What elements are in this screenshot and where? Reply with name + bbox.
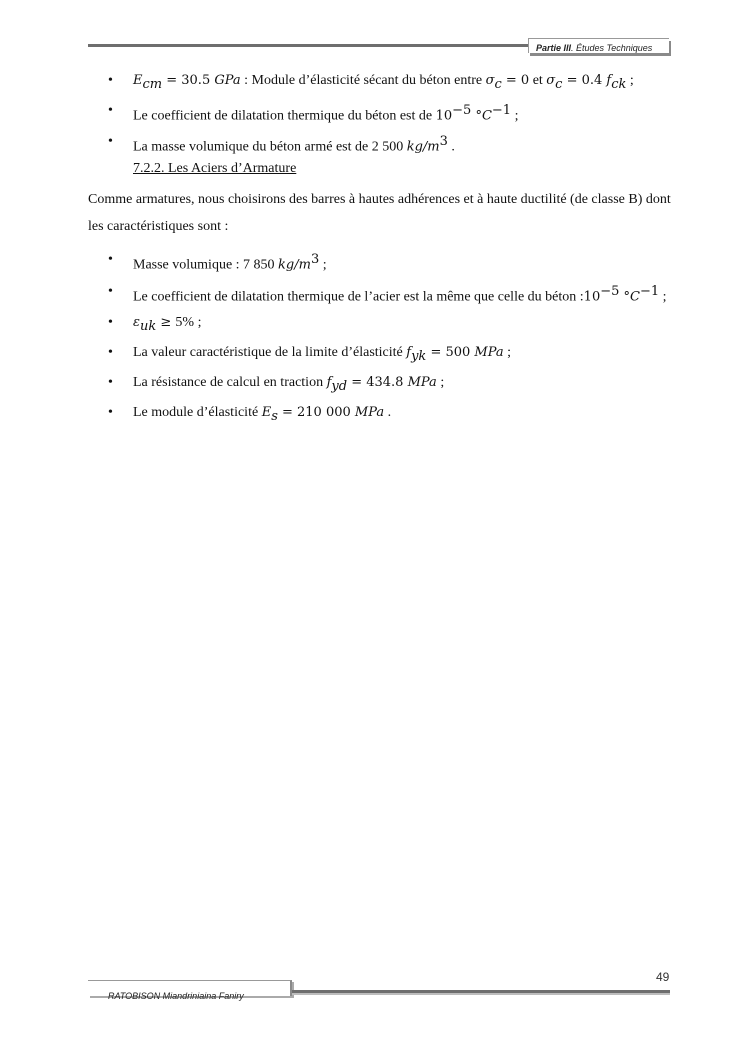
- list-item: • Le coefficient de dilatation thermique du béton est de $10^{-5}$ $^\circ C^{-1}$ ;: [108, 98, 674, 130]
- bullet-icon: •: [108, 102, 113, 118]
- list-item: • $E_{cm} = 30.5$ GPa : Module d’élasticité sécant du béton entre $\sigma_c = 0$ et $\sigma_c = 0.4$ $f_{ck}$ ;: [108, 68, 674, 98]
- acier-properties-list: [108, 247, 674, 430]
- list-item: • Le coefficient de dilatation thermique de l’acier est la même que celle du béton $:10^{-5}$ $^\circ C^{-1}$ ;: [108, 279, 674, 311]
- bullet-icon: •: [108, 404, 113, 420]
- bullet-icon: •: [108, 73, 113, 88]
- bullet-icon: •: [108, 283, 113, 299]
- header-section: . Études Techniques: [571, 43, 653, 53]
- list-item: • $\varepsilon_{uk} \ge 5\%$ ;: [108, 310, 674, 340]
- list-item: • La masse volumique du béton armé est de 2 500 $kg/m^3$ .: [108, 129, 674, 161]
- list-item: • La valeur caractéristique de la limite d’élasticité $f_{yk} = 500$ MPa ;: [108, 340, 674, 370]
- running-header: [536, 43, 652, 53]
- section-heading: 7.2.2. Les Aciers d’Armature: [133, 161, 297, 176]
- bullet-icon: •: [108, 374, 113, 390]
- bullet-icon: •: [108, 134, 113, 150]
- list-item: • Le module d’élasticité $E_s = 210$ 000 MPa .: [108, 400, 674, 430]
- list-item: • Masse volumique : 7 850 $kg/m^3$ ;: [108, 247, 674, 279]
- footer-rule: [292, 990, 670, 993]
- bullet-icon: •: [108, 315, 113, 331]
- bullet-icon: •: [108, 345, 113, 361]
- list-item: • La résistance de calcul en traction $f_{yd} = 434.8$ MPa ;: [108, 370, 674, 400]
- page-number: 49: [656, 970, 670, 984]
- beton-properties-list: [108, 68, 674, 161]
- body-paragraph: Comme armatures, nous choisirons des barres à hautes adhérences et à haute ductilité (de classe B) dont les caractéristiques sont :: [88, 192, 671, 234]
- header-part: Partie III: [536, 43, 572, 53]
- header-rule: [88, 44, 528, 47]
- bullet-icon: •: [108, 252, 113, 267]
- footer-author: RATOBISON Miandriniaina Faniry: [108, 991, 244, 1001]
